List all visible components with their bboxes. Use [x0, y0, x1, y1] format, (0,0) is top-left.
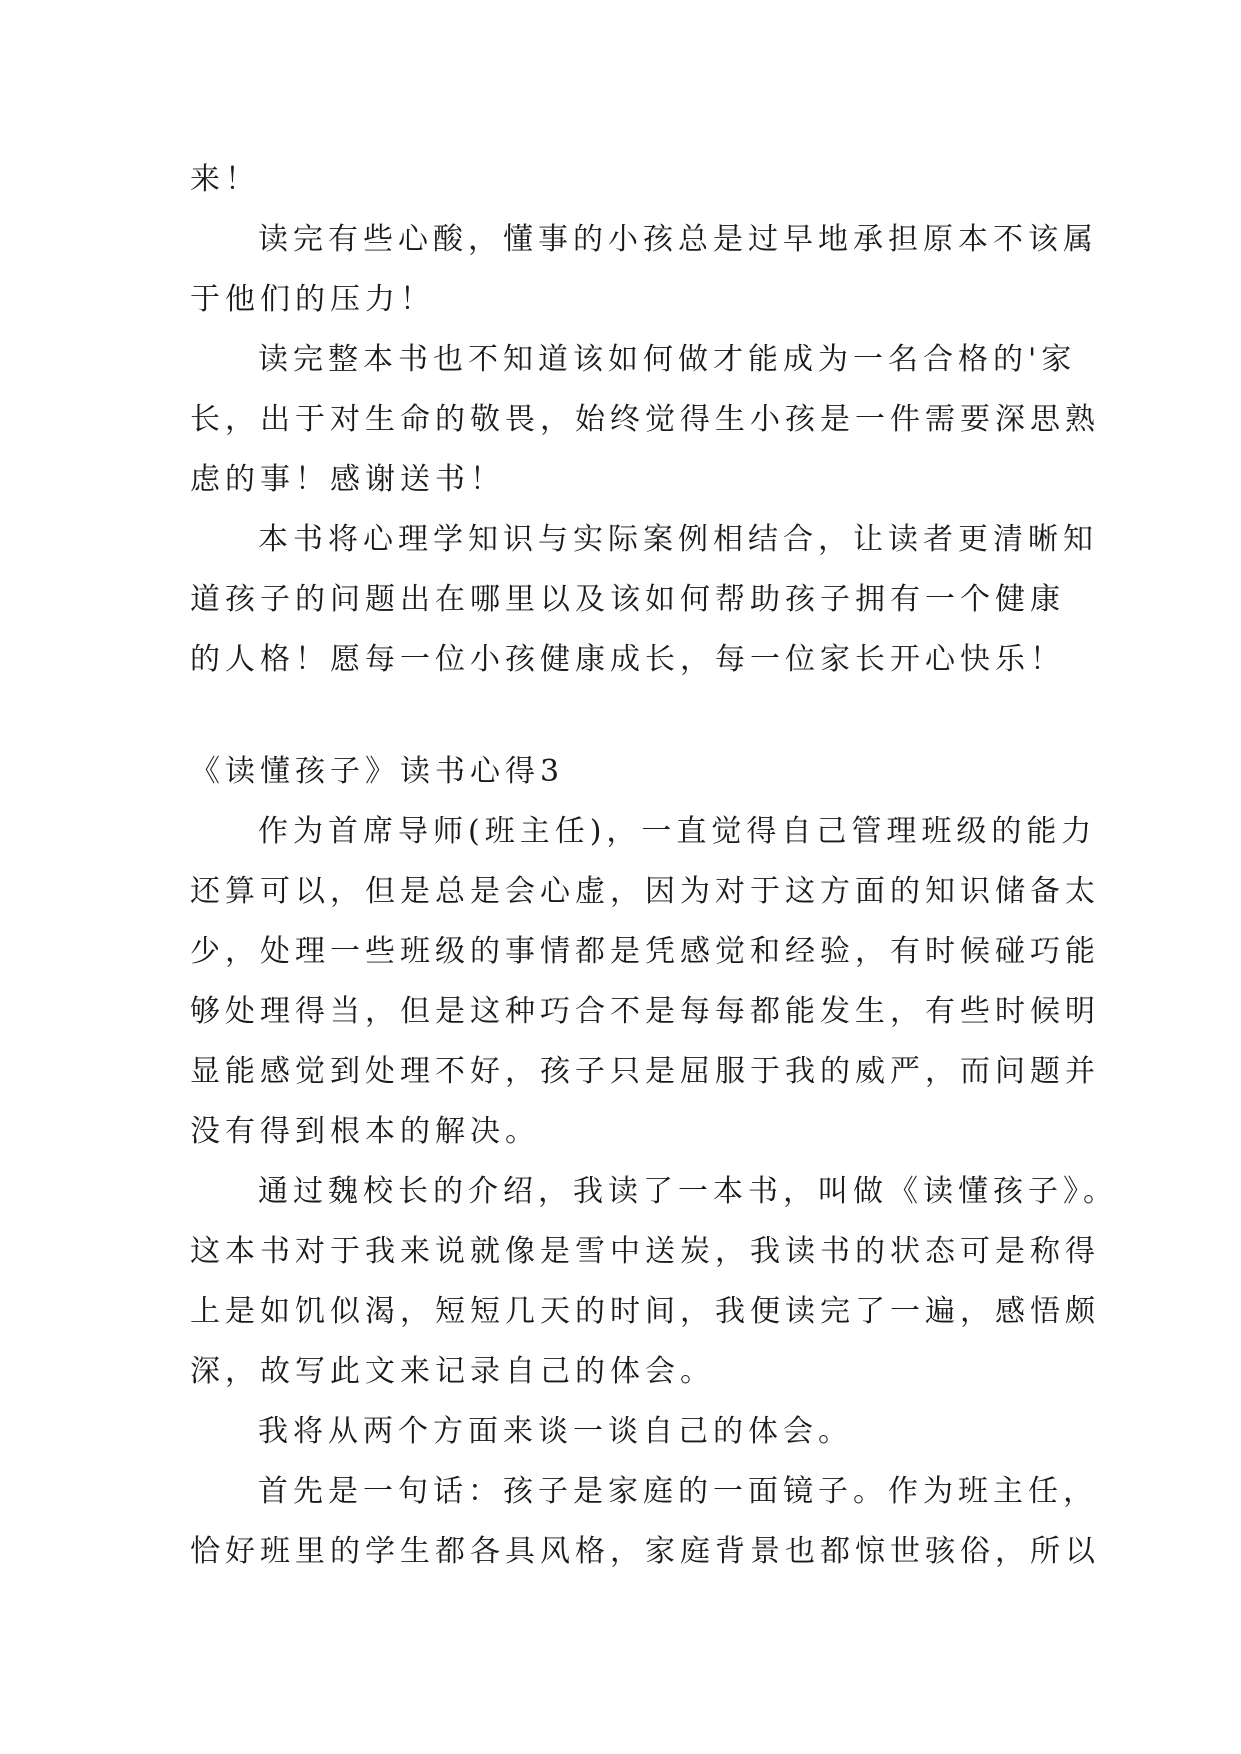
text-line: 道孩子的问题出在哪里以及该如何帮助孩子拥有一个健康 [190, 582, 1065, 617]
paragraph [190, 1462, 1100, 1582]
text-line: 这本书对于我来说就像是雪中送炭，我读书的状态可是称得 [190, 1234, 1100, 1269]
paragraph [190, 802, 1100, 1162]
text-line: 首先是一句话：孩子是家庭的一面镜子。作为班主任， [258, 1474, 1098, 1509]
text-line: 读完有些心酸，懂事的小孩总是过早地承担原本不该属 [258, 222, 1098, 257]
text-line: 的人格！愿每一位小孩健康成长，每一位家长开心快乐！ [190, 642, 1065, 677]
section-before [190, 150, 1100, 690]
text-line: 少，处理一些班级的事情都是凭感觉和经验，有时候碰巧能 [190, 934, 1100, 969]
text-line: 恰好班里的学生都各具风格，家庭背景也都惊世骇俗，所以 [190, 1534, 1100, 1569]
text-line: 于他们的压力！ [190, 282, 435, 317]
text-line: 作为首席导师(班主任)，一直觉得自己管理班级的能力 [258, 814, 1097, 849]
text-line: 显能感觉到处理不好，孩子只是屈服于我的威严，而问题并 [190, 1054, 1100, 1089]
text-line: 读完整本书也不知道该如何做才能成为一名合格的'家 [258, 342, 1077, 377]
paragraph [190, 1402, 1070, 1462]
paragraph [190, 150, 1070, 210]
paragraph [190, 330, 1100, 510]
document-page [190, 150, 1118, 1582]
section-heading: 《读懂孩子》读书心得3 [190, 754, 565, 789]
text-line: 够处理得当，但是这种巧合不是每每都能发生，有些时候明 [190, 994, 1100, 1029]
paragraph [190, 1162, 1118, 1402]
text-line: 虑的事！感谢送书！ [190, 462, 505, 497]
paragraph [190, 510, 1098, 690]
text-line: 通过魏校长的介绍，我读了一本书，叫做《读懂孩子》。 [258, 1174, 1118, 1209]
paragraph [190, 210, 1098, 330]
text-line: 深，故写此文来记录自己的体会。 [190, 1354, 715, 1389]
text-line: 还算可以，但是总是会心虚，因为对于这方面的知识储备太 [190, 874, 1100, 909]
text-line: 我将从两个方面来谈一谈自己的体会。 [258, 1414, 853, 1449]
text-line: 上是如饥似渴，短短几天的时间，我便读完了一遍，感悟颇 [190, 1294, 1100, 1329]
text-line: 来！ [190, 162, 260, 197]
section-after [190, 802, 1118, 1582]
text-line: 本书将心理学知识与实际案例相结合，让读者更清晰知 [258, 522, 1098, 557]
text-line: 没有得到根本的解决。 [190, 1114, 540, 1149]
text-line: 长，出于对生命的敬畏，始终觉得生小孩是一件需要深思熟 [190, 402, 1100, 437]
